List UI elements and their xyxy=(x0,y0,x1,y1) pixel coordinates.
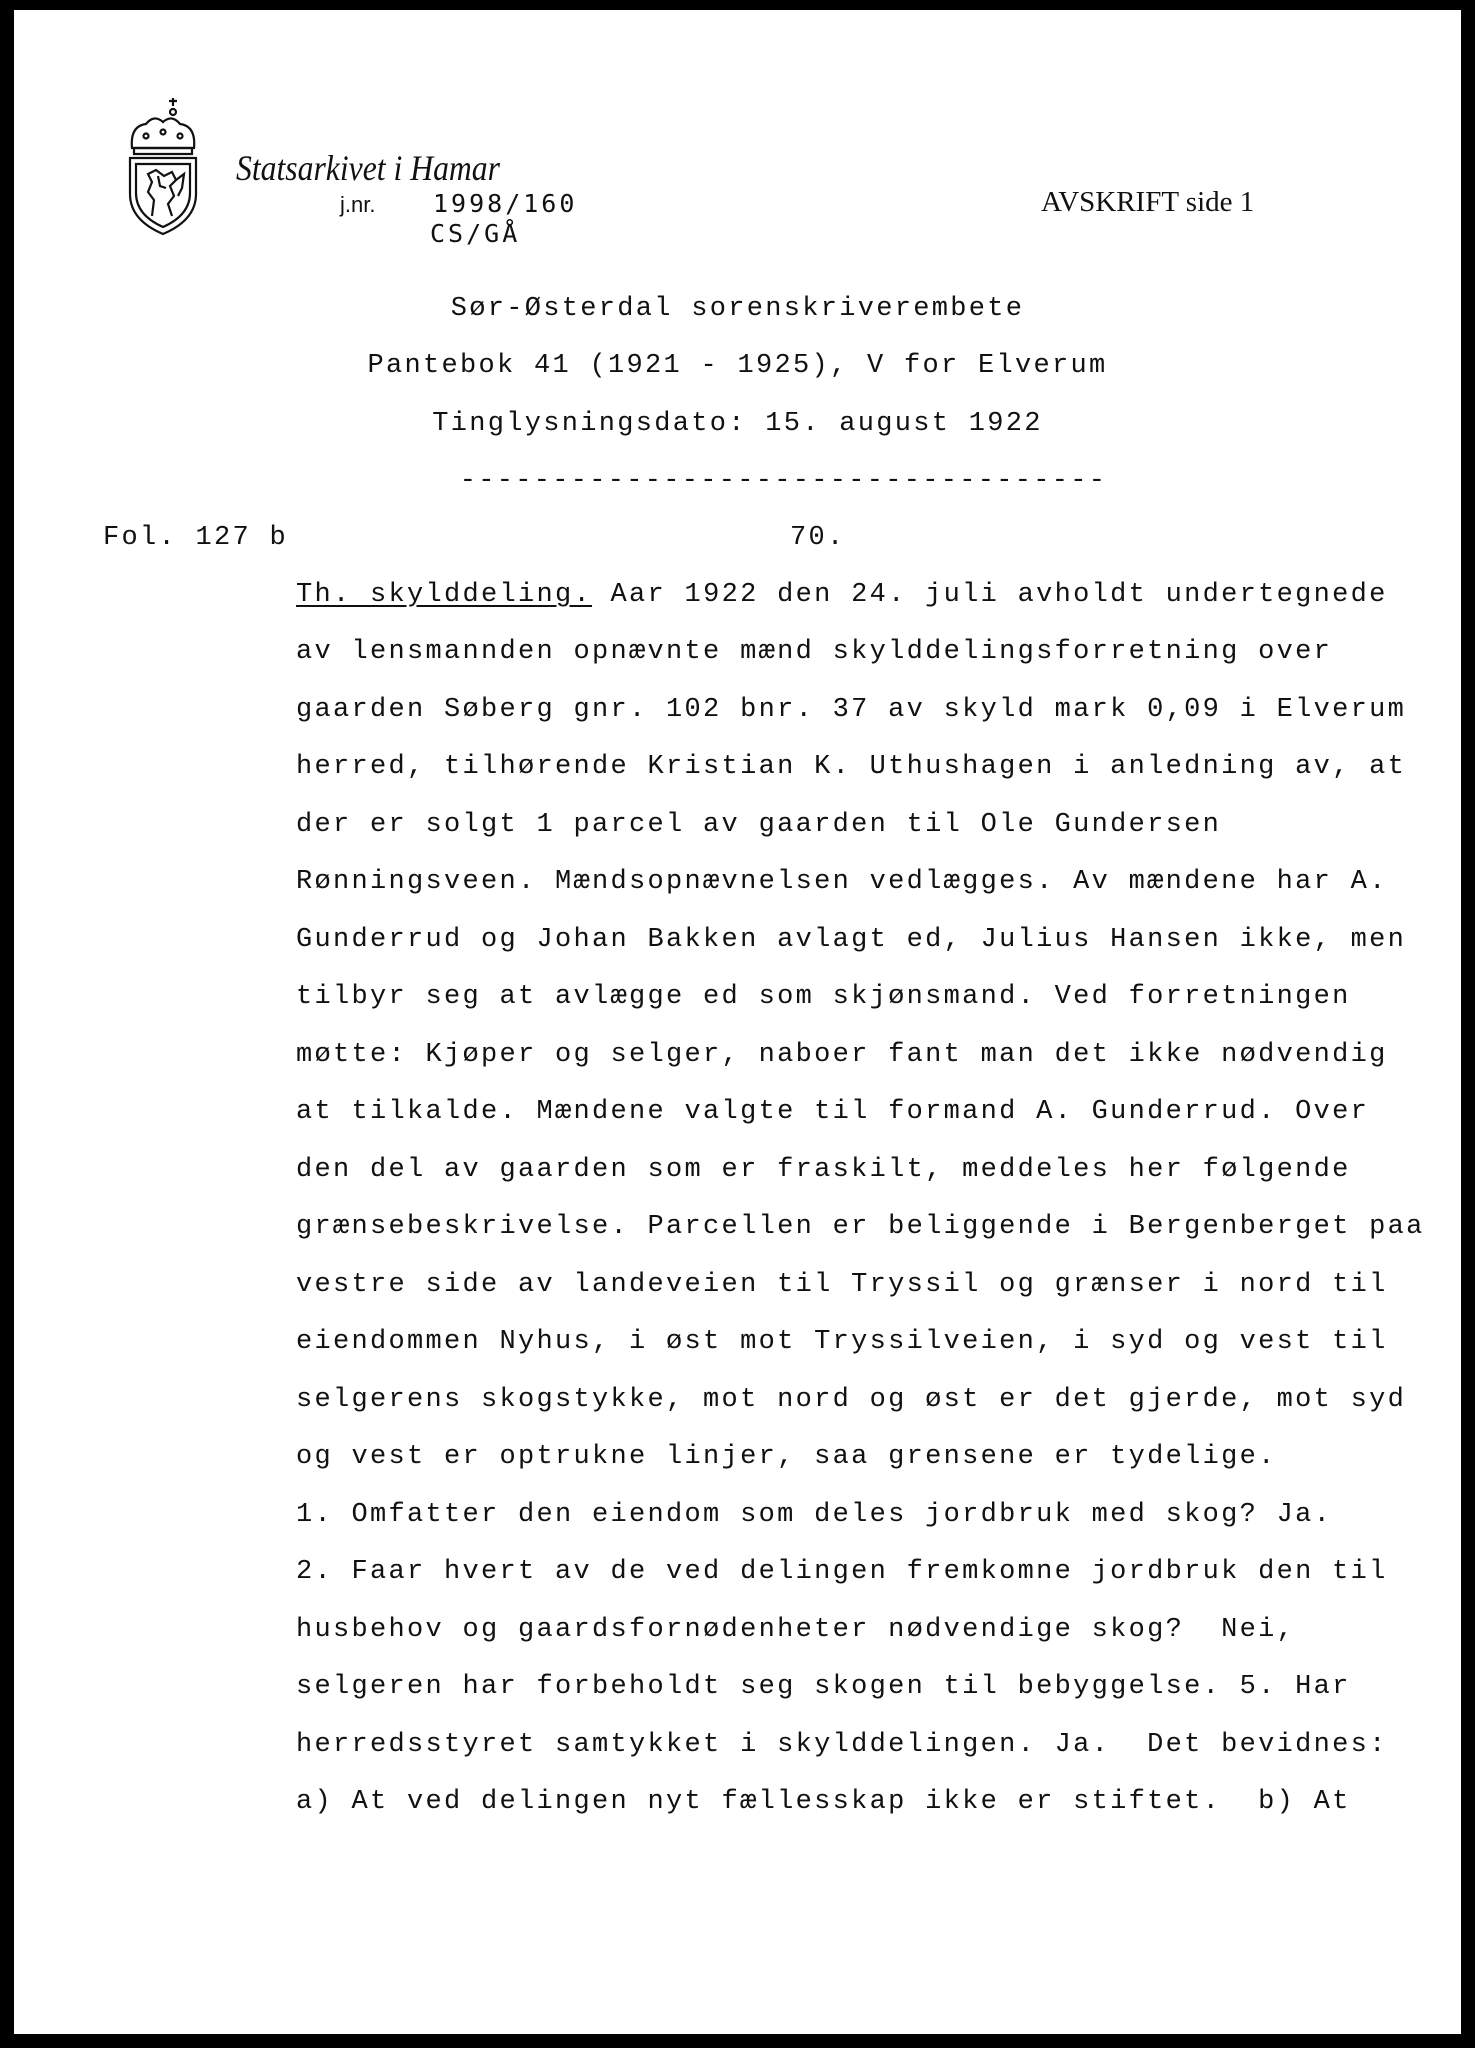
book-title: Pantebok 41 (1921 - 1925), V for Elverum xyxy=(367,351,1108,381)
body-line: grænsebeskrivelse. Parcellen er beliggende i Bergenberget paa xyxy=(296,1212,1425,1242)
entry-number: 70. xyxy=(790,523,846,553)
initials: CS/GÅ xyxy=(430,219,521,248)
journal-number-value: 1998/160 xyxy=(433,189,578,218)
folio-number: Fol. 127 b xyxy=(103,523,289,553)
page-label: AVSKRIFT side 1 xyxy=(1041,186,1255,218)
archive-name: Statsarkivet i Hamar xyxy=(236,148,500,188)
journal-number-label: j.nr. xyxy=(340,192,376,217)
body-line: herred, tilhørende Kristian K. Uthushagen i anledning av, at xyxy=(296,752,1407,782)
divider-rule: ----------------------------------- xyxy=(459,466,1108,496)
body-line: Gunderrud og Johan Bakken avlagt ed, Julius Hansen ikke, men xyxy=(296,925,1407,955)
body-line xyxy=(296,580,1388,610)
body-line: av lensmannden opnævnte mænd skylddelingsforretning over xyxy=(296,637,1333,667)
body-line: vestre side av landeveien til Tryssil og grænser i nord til xyxy=(296,1270,1388,1300)
body-line: herredsstyret samtykket i skylddelingen. Ja. Det bevidnes: xyxy=(296,1730,1388,1760)
body-line: husbehov og gaardsfornødenheter nødvendige skog? Nei, xyxy=(296,1615,1296,1645)
body-line: 1. Omfatter den eiendom som deles jordbruk med skog? Ja. xyxy=(296,1500,1333,1530)
body-line: der er solgt 1 parcel av gaarden til Ole Gundersen xyxy=(296,810,1222,840)
body-line: eiendommen Nyhus, i øst mot Tryssilveien, i syd og vest til xyxy=(296,1327,1388,1357)
body-line: selgerens skogstykke, mot nord og øst er det gjerde, mot syd xyxy=(296,1385,1407,1415)
body-line: gaarden Søberg gnr. 102 bnr. 37 av skyld mark 0,09 i Elverum xyxy=(296,695,1407,725)
body-line: at tilkalde. Mændene valgte til formand A. Gunderrud. Over xyxy=(296,1097,1370,1127)
body-line: og vest er optrukne linjer, saa grensene er tydelige. xyxy=(296,1442,1277,1472)
office-title: Sør-Østerdal sorenskriverembete xyxy=(450,294,1025,324)
body-line: a) At ved delingen nyt fællesskap ikke er stiftet. b) At xyxy=(296,1787,1351,1817)
body-line: selgeren har forbeholdt seg skogen til bebyggelse. 5. Har xyxy=(296,1672,1351,1702)
body-line: 2. Faar hvert av de ved delingen fremkomne jordbruk den til xyxy=(296,1557,1388,1587)
body-line-text: Aar 1922 den 24. juli avholdt undertegnede xyxy=(592,580,1388,610)
body-line: den del av gaarden som er fraskilt, meddeles her følgende xyxy=(296,1155,1351,1185)
registration-date: Tinglysningsdato: 15. august 1922 xyxy=(432,409,1043,439)
coat-of-arms-icon xyxy=(124,96,202,236)
entry-heading: Th. skylddeling. xyxy=(296,580,593,610)
body-line: tilbyr seg at avlægge ed som skjønsmand. Ved forretningen xyxy=(296,982,1351,1012)
body-line: møtte: Kjøper og selger, naboer fant man det ikke nødvendig xyxy=(296,1040,1388,1070)
body-line: Rønningsveen. Mændsopnævnelsen vedlægges. Av mændene har A. xyxy=(296,867,1388,897)
